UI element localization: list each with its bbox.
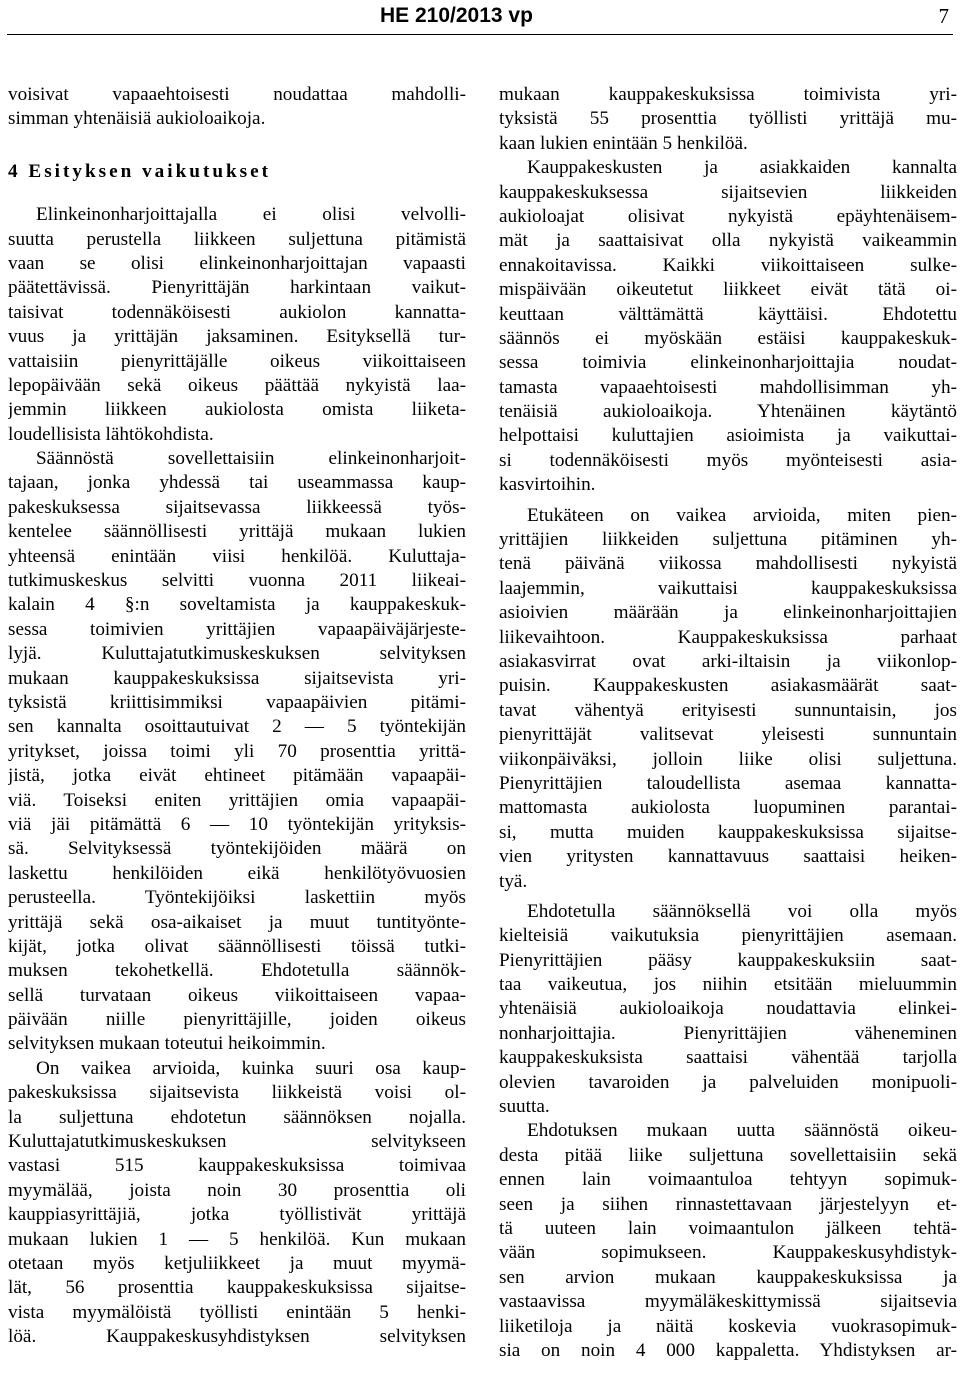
paragraph-first-line: Säännöstä sovellettaisiin elinkeinonharjoit- bbox=[36, 448, 466, 470]
text-line: Kuluttajatutkimuskeskuksen selvitykseen bbox=[8, 1131, 466, 1153]
text-line: si, mutta muiden kauppakeskuksissa sijaitse- bbox=[499, 821, 957, 843]
text-line: asiakasvirrat ovat arki-iltaisin ja viikonlop- bbox=[499, 650, 957, 672]
text-line: suutta perustella liikkeen suljettuna pitämistä bbox=[8, 228, 466, 250]
text-line: ennakoitavissa. Kaikki viikoittaiseen sulke- bbox=[499, 254, 957, 276]
text-line: kalain 4 §:n soveltamista ja kauppakeskuk- bbox=[8, 594, 466, 616]
text-line: kauppakeskuksessa sijaitsevien liikkeiden bbox=[499, 181, 957, 203]
text-line: viä jäi pitämättä 6 — 10 työntekijän yrityksis- bbox=[8, 813, 466, 835]
text-line: lät, 56 prosenttia kauppakeskuksissa sijaitse- bbox=[8, 1277, 466, 1299]
text-line: perusteella. Työntekijöiksi laskettiin myös bbox=[8, 887, 466, 909]
text-line: suutta. bbox=[499, 1096, 550, 1118]
text-line: desta pitää liike suljettuna sovellettaisiin sekä bbox=[499, 1144, 957, 1166]
text-line: yritykset, joissa toimi yli 70 prosenttia yrittä- bbox=[8, 740, 466, 762]
text-line: vaan se olisi elinkeinonharjoittajan vapaasti bbox=[8, 252, 466, 274]
text-line: lepopäivään sekä oikeus päättää nykyistä laa- bbox=[8, 374, 466, 396]
text-line: kaan lukien enintään 5 henkilöä. bbox=[499, 132, 748, 154]
paragraph-first-line: Etukäteen on vaikea arvioida, miten pien- bbox=[527, 504, 957, 526]
text-line: vastasi 515 kauppakeskuksissa toimivaa bbox=[8, 1155, 466, 1177]
paragraph-first-line: Ehdotuksen mukaan uutta säännöstä oikeu- bbox=[527, 1120, 957, 1142]
text-line: kielteisiä vaikutuksia pienyrittäjien asemaan. bbox=[499, 925, 957, 947]
text-line: yrittäjä sekä osa-aikaiset ja muut tuntityönte- bbox=[8, 911, 466, 933]
text-line: simman yhtenäisiä aukioloaikoja. bbox=[8, 108, 266, 130]
text-line: viä. Toiseksi eniten yrittäjien omia vapaapäi- bbox=[8, 789, 466, 811]
text-line: laajemmin, vaikuttaisi kauppakeskuksissa bbox=[499, 577, 957, 599]
text-line: pakeskuksessa sijaitsevassa liikkeessä työs- bbox=[8, 496, 466, 518]
text-line: mukaan kauppakeskuksissa toimivista yri- bbox=[499, 84, 957, 105]
text-line: loudellisista lähtökohdista. bbox=[8, 423, 214, 445]
text-line: myymälää, joista noin 30 prosenttia oli bbox=[8, 1179, 466, 1201]
left-column bbox=[8, 83, 466, 1350]
text-line: päivään niille pienyrittäjille, joiden oikeus bbox=[8, 1009, 466, 1031]
text-line: kijät, jotka olivat säännöllisesti töissä tutki- bbox=[8, 935, 466, 957]
text-line: löä. Kauppakeskusyhdistyksen selvityksen bbox=[8, 1326, 466, 1348]
text-line: lyjä. Kuluttajatutkimuskeskuksen selvityksen bbox=[8, 643, 466, 665]
text-line: puisin. Kauppakeskusten asiakasmäärät saat- bbox=[499, 675, 957, 697]
text-line: muksen tekohetkellä. Ehdotetulla säännök- bbox=[8, 960, 466, 982]
text-line: säännös ei myöskään estäisi kauppakeskuk- bbox=[499, 327, 957, 349]
text-line: mukaan kauppakeskuksissa sijaitsevista yri- bbox=[8, 667, 466, 689]
text-line: si todennäköisesti myös myönteisesti asia- bbox=[499, 449, 957, 471]
text-line: la suljettuna ehdotetun säännöksen nojalla. bbox=[8, 1106, 466, 1128]
text-line: helpottaisi kuluttajien asioimista ja vaikuttai- bbox=[499, 425, 957, 447]
text-line: Pienyrittäjien pääsy kauppakeskuksiin saat- bbox=[499, 949, 957, 971]
text-line: kauppiasyrittäjiä, jotka työllistivät yrittäjä bbox=[8, 1204, 466, 1226]
text-line: yhtenäisiä aukioloaikoja noudattavia elinkei- bbox=[499, 998, 957, 1020]
text-line: tenäisiä aukioloaikoja. Yhtenäinen käytäntö bbox=[499, 401, 957, 423]
text-line: vään sopimukseen. Kauppakeskusyhdistyk- bbox=[499, 1242, 957, 1264]
text-line: vista myymälöistä työllisti enintään 5 henki- bbox=[8, 1301, 466, 1323]
header-rule bbox=[7, 34, 953, 35]
text-line: seen ja siihen rinnastettavaan järjestelyyn et- bbox=[499, 1193, 957, 1215]
text-line: selvityksen mukaan toteutui heikoimmin. bbox=[8, 1033, 326, 1055]
text-line: voisivat vapaaehtoisesti noudattaa mahdolli- bbox=[8, 84, 466, 105]
text-line: sen kannalta osoittautuivat 2 — 5 työntekijän bbox=[8, 716, 466, 738]
page-number: 7 bbox=[938, 4, 949, 28]
document-id: HE 210/2013 vp bbox=[380, 4, 533, 27]
text-line: yrittäjien liikkeiden suljettuna pitäminen yh- bbox=[499, 529, 957, 551]
paragraph-first-line: Kauppakeskusten ja asiakkaiden kannalta bbox=[527, 157, 957, 179]
text-line: tutkimuskeskus selvitti vuonna 2011 liikeai- bbox=[8, 570, 466, 592]
text-line: mukaan lukien 1 — 5 henkilöä. Kun mukaan bbox=[8, 1228, 466, 1250]
right-column bbox=[499, 83, 957, 1363]
text-line: olevien tavaroiden ja palveluiden monipuoli- bbox=[499, 1071, 957, 1093]
text-line: aukioloajat olisivat nykyistä epäyhtenäisem- bbox=[499, 205, 957, 227]
text-line: keuttaan välttämättä käyttäisi. Ehdotettu bbox=[499, 303, 957, 325]
text-line: sellä turvataan oikeus viikoittaiseen vapaa- bbox=[8, 984, 466, 1006]
text-line: kentelee säännöllisesti yrittäjä mukaan lukien bbox=[8, 521, 466, 543]
text-line: pakeskuksissa sijaitsevista liikkeistä voisi ol- bbox=[8, 1082, 466, 1104]
text-line: tamasta vapaaehtoisesti mahdollisimman yh- bbox=[499, 376, 957, 398]
text-line: laskettu henkilöiden eikä henkilötyövuosien bbox=[8, 862, 466, 884]
text-line: vien yritysten kannattavuus saattaisi heiken- bbox=[499, 846, 957, 868]
paragraph-first-line: Ehdotetulla säännöksellä voi olla myös bbox=[527, 900, 957, 922]
text-line: mispäivään oikeutetut liikkeet eivät tätä oi- bbox=[499, 279, 957, 301]
text-line: vattaisiin pienyrittäjälle oikeus viikoittaiseen bbox=[8, 350, 466, 372]
text-line: otetaan myös ketjuliikkeet ja muut myymä- bbox=[8, 1252, 466, 1274]
text-line: vastaavissa myymäläkeskittymissä sijaitsevia bbox=[499, 1291, 957, 1313]
text-line: sä. Selvityksessä työntekijöiden määrä on bbox=[8, 838, 466, 860]
page-header bbox=[0, 0, 960, 34]
text-line: sessa toimivia elinkeinonharjoittajia noudat- bbox=[499, 352, 957, 374]
text-line: sia on noin 4 000 kappaletta. Yhdistyksen ar- bbox=[499, 1339, 957, 1361]
text-line: jistä, jotka eivät ehtineet pitämään vapaapäi- bbox=[8, 765, 466, 787]
text-line: tajaan, jonka yhdessä tai useammassa kaup- bbox=[8, 472, 466, 494]
text-line: kasvirtoihin. bbox=[499, 474, 596, 496]
text-line: jemmin liikkeen aukiolosta omista liiketa- bbox=[8, 399, 466, 421]
text-line: yhteensä enintään viisi henkilöä. Kuluttaja- bbox=[8, 545, 466, 567]
paragraph-first-line: On vaikea arvioida, kuinka suuri osa kaup- bbox=[36, 1057, 466, 1079]
text-line: sessa toimivien yrittäjien vapaapäiväjärjeste- bbox=[8, 618, 466, 640]
text-line: mattomasta aukiolosta luopuminen parantai- bbox=[499, 797, 957, 819]
text-line: tenä päivänä viikossa mahdollisesti nykyistä bbox=[499, 553, 957, 575]
text-line: ennen lain voimaantuloa tehtyyn sopimuk- bbox=[499, 1169, 957, 1191]
text-line: pienyrittäjät valitsevat yleisesti sunnuntain bbox=[499, 724, 957, 746]
text-line: nonharjoittajia. Pienyrittäjien väheneminen bbox=[499, 1022, 957, 1044]
text-line: tyä. bbox=[499, 870, 528, 892]
text-line: kauppakeskuksista saattaisi vähentää tarjolla bbox=[499, 1047, 957, 1069]
text-line: viikonpäiväksi, jolloin liike olisi suljettuna. bbox=[499, 748, 957, 770]
text-line: päätettävissä. Pienyrittäjän harkintaan vaikut- bbox=[8, 277, 466, 299]
text-line: asioivien määrään ja elinkeinonharjoittajien bbox=[499, 602, 957, 624]
text-line: liikevaihtoon. Kauppakeskuksissa parhaat bbox=[499, 626, 957, 648]
text-line: tyksistä kriittisimmiksi vapaapäivien pitämi- bbox=[8, 691, 466, 713]
text-line: liiketiloja ja näitä koskevia vuokrasopimuk- bbox=[499, 1315, 957, 1337]
section-heading: 4 Esityksen vaikutukset bbox=[8, 160, 272, 182]
text-line: tä uuteen lain voimaantulon jälkeen tehtä- bbox=[499, 1217, 957, 1239]
text-line: Pienyrittäjien taloudellista asemaa kannatta- bbox=[499, 772, 957, 794]
text-line: taa vaikeutua, jos niihin etsitään mieluummin bbox=[499, 974, 957, 996]
text-line: tyksistä 55 prosenttia työllisti yrittäjä mu- bbox=[499, 108, 957, 130]
text-line: taisivat todennäköisesti aukiolon kannatta- bbox=[8, 301, 466, 323]
text-line: sen arvion mukaan kauppakeskuksissa ja bbox=[499, 1266, 957, 1288]
text-line: vuus ja yrittäjän jaksaminen. Esityksellä tur- bbox=[8, 326, 466, 348]
text-line: tavat vähentyä erityisesti sunnuntaisin, jos bbox=[499, 699, 957, 721]
paragraph-first-line: Elinkeinonharjoittajalla ei olisi velvolli- bbox=[36, 204, 466, 226]
text-line: mät ja saattaisivat olla nykyistä vaikeammin bbox=[499, 230, 957, 252]
